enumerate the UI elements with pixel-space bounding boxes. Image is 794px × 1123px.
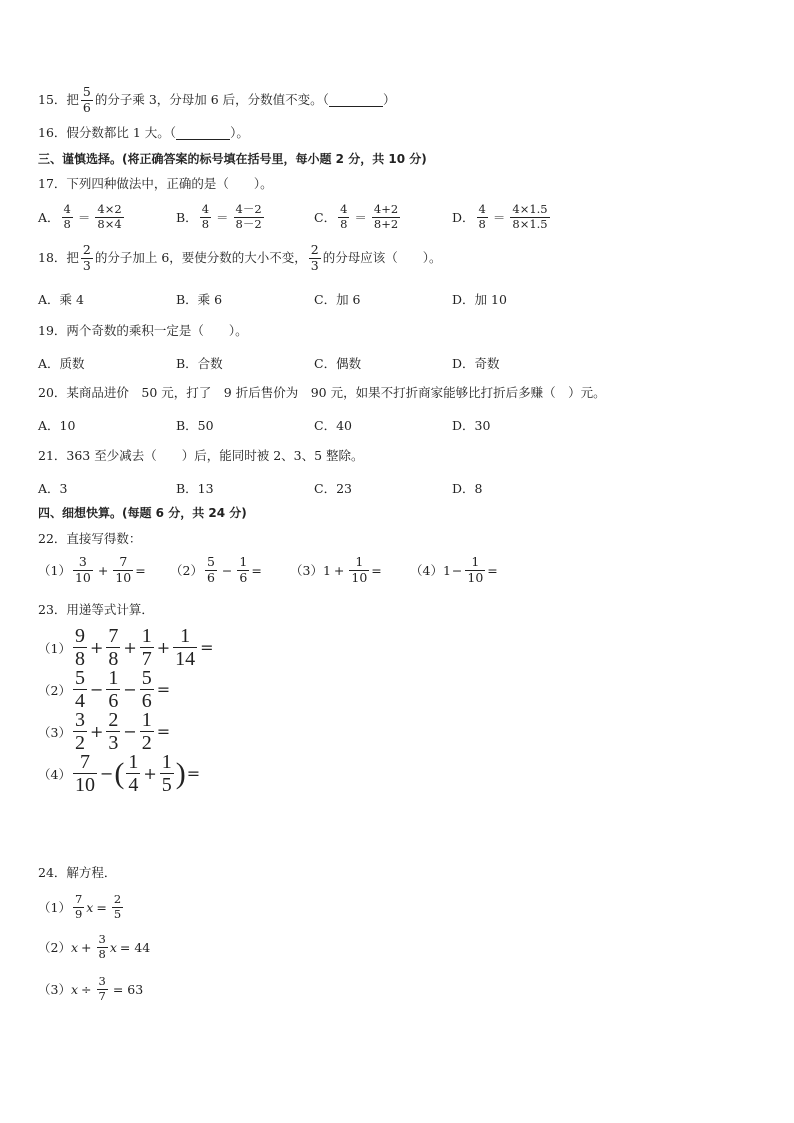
- q17-option-c[interactable]: C． $\frac{4}{8}$ ＝ $\frac{4+2}{8+2}$: [314, 202, 399, 231]
- q24-equation-2: （2） x + $\frac{3}{8}$ x = 44: [38, 932, 151, 961]
- section-4-heading: 四、细想快算。(每题 6 分，共 24 分): [38, 506, 247, 520]
- q19-option-c[interactable]: C．偶数: [314, 356, 362, 371]
- q16-text-b: ）。: [230, 125, 249, 140]
- q17-option-d[interactable]: D． $\frac{4}{8}$ ＝ $\frac{4\times 1.5}{8\times 1.5}$: [452, 202, 548, 231]
- q17-stem: 17．下列四种做法中，正确的是（ ）。: [38, 176, 273, 191]
- q20-option-c[interactable]: C．40: [314, 418, 352, 433]
- q22-item-4: （4） 1 − $\frac{1}{10}$ =: [410, 554, 498, 585]
- question-15: [38, 86, 395, 114]
- q23-stem: 23．用递等式计算．: [38, 602, 154, 617]
- q15-answer-blank[interactable]: [329, 94, 383, 107]
- q18-fraction-2: $\frac{2}{3}$: [310, 242, 319, 273]
- q21-option-b[interactable]: B．13: [176, 481, 214, 496]
- q23-expression-2: （2） $\frac{5}{4}$ − $\frac{1}{6}$ − $\frac{5}{6}$ =: [38, 667, 171, 712]
- q15-text-c: ）: [382, 92, 396, 107]
- q20-option-a[interactable]: A．10: [38, 418, 76, 433]
- q20-stem: 20．某商品进价 50 元，打了 9 折后售价为 90 元，如果不打折商家能够比打折后多赚（ ）元。: [38, 385, 606, 400]
- q21-option-c[interactable]: C．23: [314, 481, 352, 496]
- q16-text-a: 16．假分数都比 1 大。（: [38, 125, 177, 140]
- q22-item-3: （3） 1 + $\frac{1}{10}$ =: [290, 554, 382, 585]
- section-3-heading: 三、谨慎选择。(将正确答案的标号填在括号里，每小题 2 分，共 10 分): [38, 152, 427, 166]
- q19-option-b[interactable]: B．合数: [176, 356, 223, 371]
- q18-option-c[interactable]: C．加 6: [314, 292, 361, 307]
- q20-option-b[interactable]: B．50: [176, 418, 214, 433]
- q19-stem: 19．两个奇数的乘积一定是（ ）。: [38, 323, 248, 338]
- q16-answer-blank[interactable]: [176, 127, 230, 140]
- q24-equation-3: （3） x ÷ $\frac{3}{7}$ = 63: [38, 974, 144, 1003]
- q22-item-2: （2） $\frac{5}{6}$ − $\frac{1}{6}$ =: [170, 554, 262, 585]
- q21-option-d[interactable]: D．8: [452, 481, 483, 496]
- q18-fraction-1: $\frac{2}{3}$: [82, 242, 91, 273]
- q24-equation-1: （1） $\frac{7}{9}$ x = $\frac{2}{5}$: [38, 892, 122, 921]
- q19-option-a[interactable]: A．质数: [38, 356, 85, 371]
- q15-fraction: $\frac{5}{6}$: [82, 84, 91, 115]
- q15-text-a: 15．把: [38, 92, 79, 107]
- q18-option-a[interactable]: A．乘 4: [38, 292, 84, 307]
- q17-option-b[interactable]: B． $\frac{4}{8}$ ＝ $\frac{4-2}{8-2}$: [176, 202, 262, 231]
- q21-stem: 21．363 至少减去（ ）后，能同时被 2、3、5 整除。: [38, 448, 364, 463]
- q23-expression-1: （1） $\frac{9}{8}$ + $\frac{7}{8}$ + $\frac{1}{7}$ + $\frac{1}{14}$ =: [38, 625, 214, 670]
- q21-option-a[interactable]: A．3: [38, 481, 68, 496]
- q15-text-b: 的分子乘 3，分母加 6 后，分数值不变。（: [94, 92, 329, 107]
- q23-expression-4: （4） $\frac{7}{10}$ − ( $\frac{1}{4}$ + $\frac{1}{5}$ ) =: [38, 751, 201, 796]
- q22-item-1: （1） $\frac{3}{10}$ + $\frac{7}{10}$ =: [38, 554, 146, 585]
- q18-stem: 18．把 $\frac{2}{3}$ 的分子加上 6，要使分数的大小不变， $\frac{2}{3}$ 的分母应该（ ）。: [38, 242, 442, 273]
- q17-option-a[interactable]: A． $\frac{4}{8}$ ＝ $\frac{4\times 2}{8\times 4}$: [38, 202, 122, 231]
- q18-option-b[interactable]: B．乘 6: [176, 292, 223, 307]
- q20-option-d[interactable]: D．30: [452, 418, 491, 433]
- q18-option-d[interactable]: D．加 10: [452, 292, 507, 307]
- q22-stem: 22．直接写得数：: [38, 531, 142, 546]
- q19-option-d[interactable]: D．奇数: [452, 356, 500, 371]
- q24-stem: 24．解方程．: [38, 865, 117, 880]
- q23-expression-3: （3） $\frac{3}{2}$ + $\frac{2}{3}$ − $\frac{1}{2}$ =: [38, 709, 171, 754]
- question-16: [38, 123, 249, 143]
